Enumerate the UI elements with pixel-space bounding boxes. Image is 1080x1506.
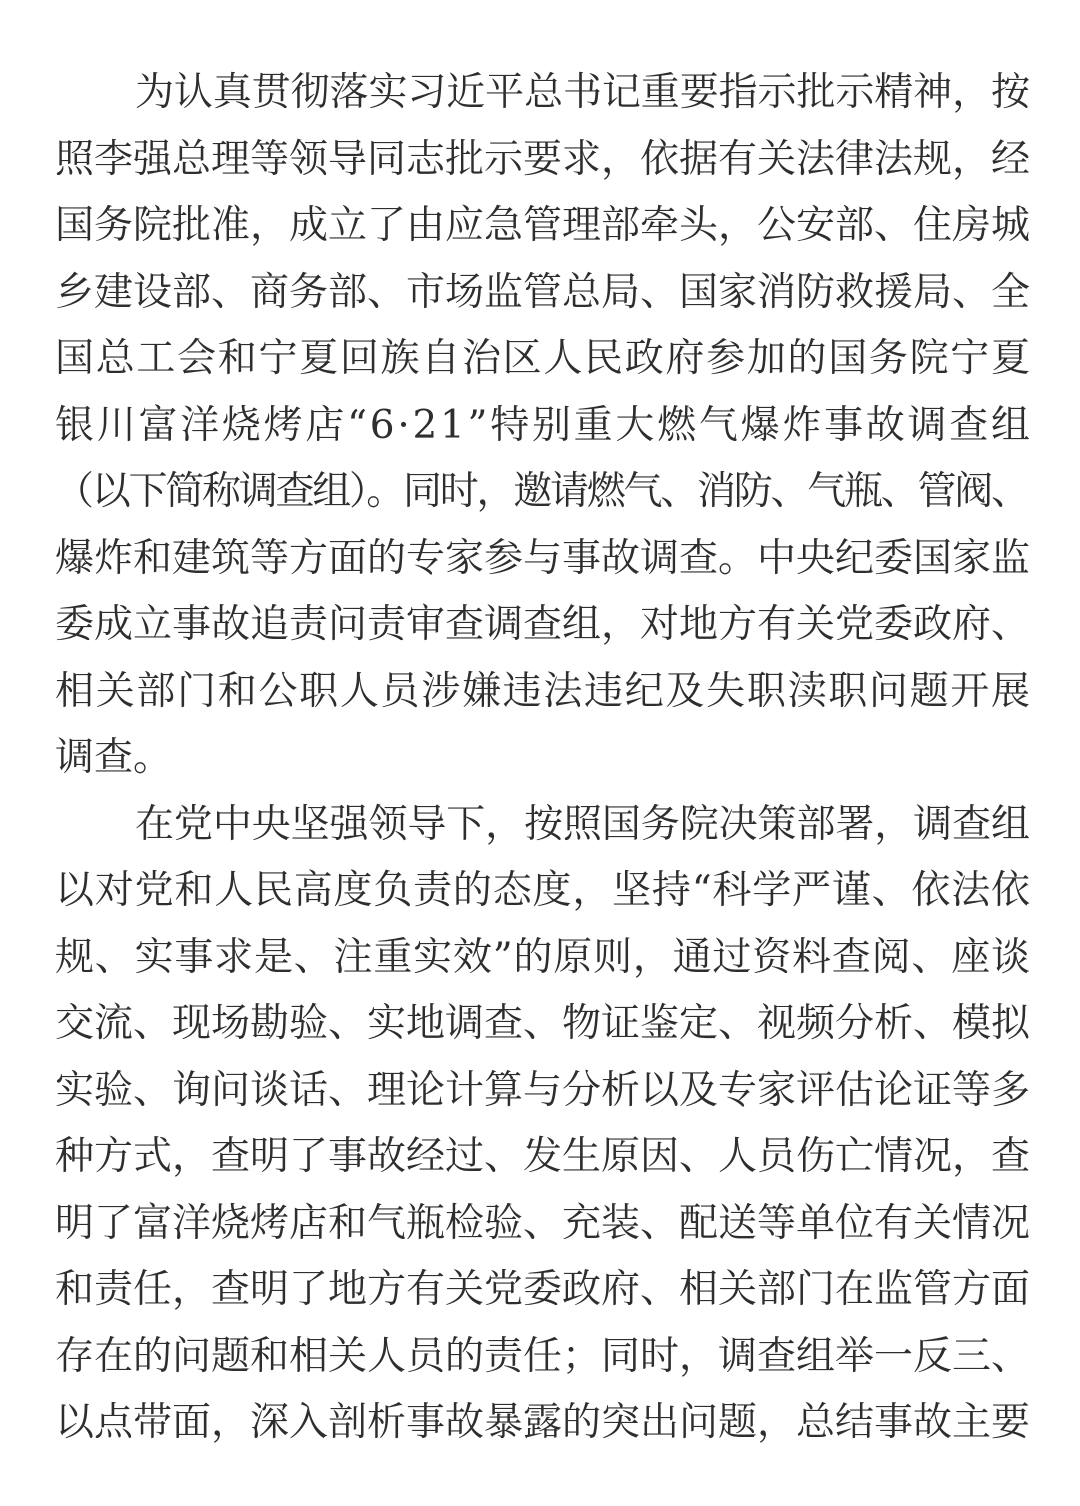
text-line-content: 存在的问题和相关人员的责任；同时，调查组举一反三、 — [55, 1333, 1030, 1379]
text-line — [55, 193, 1030, 260]
text-line-content: 相关部门和公职人员涉嫌违法违纪及失职渎职问题开展 — [55, 668, 1032, 714]
text-line — [55, 127, 1030, 194]
text-line-content: 银川富洋烧烤店“6·21”特别重大燃气爆炸事故调查组 — [55, 402, 1033, 448]
text-line-content: 规、实事求是、注重实效”的原则，通过资料查阅、座谈 — [55, 934, 1031, 980]
text-line — [55, 260, 1030, 327]
text-line-content: 国总工会和宁夏回族自治区人民政府参加的国务院宁夏 — [55, 336, 1032, 381]
text-line — [55, 459, 1030, 526]
text-line-content: 爆炸和建筑等方面的专家参与事故调查。中央纪委国家监 — [55, 535, 1030, 581]
text-line — [55, 725, 1030, 792]
text-line — [55, 1257, 1030, 1324]
text-line — [55, 858, 1030, 925]
text-line-content: 国务院批准，成立了由应急管理部牵头，公安部、住房城 — [55, 203, 1030, 248]
text-line-content: 交流、现场勘验、实地调查、物证鉴定、视频分析、模拟 — [55, 1001, 1030, 1046]
text-line-content: 为认真贯彻落实习近平总书记重要指示批示精神，按 — [135, 70, 1030, 115]
text-line-content: 实验、询问谈话、理论计算与分析以及专家评估论证等多 — [55, 1067, 1030, 1113]
text-line — [55, 393, 1033, 460]
text-line — [55, 1191, 1030, 1258]
text-line — [55, 792, 1030, 859]
text-line-content: （以下简称调查组）。同时，邀请燃气、消防、气瓶、管阀、 — [55, 469, 1028, 514]
text-line — [55, 1058, 1030, 1125]
text-line — [55, 526, 1030, 593]
text-line — [55, 991, 1030, 1058]
text-line-content: 明了富洋烧烤店和气瓶检验、充装、配送等单位有关情况 — [55, 1200, 1030, 1246]
text-line — [55, 659, 1030, 726]
text-line — [55, 925, 1030, 992]
text-line-content: 照李强总理等领导同志批示要求，依据有关法律法规，经 — [55, 136, 1030, 182]
text-line-content: 在党中央坚强领导下，按照国务院决策部署，调查组 — [135, 801, 1030, 847]
paragraph-2 — [55, 792, 1030, 1457]
text-line-content: 种方式，查明了事故经过、发生原因、人员伤亡情况，查 — [55, 1134, 1030, 1179]
text-line — [55, 1390, 1030, 1457]
text-line-content: 和责任，查明了地方有关党委政府、相关部门在监管方面 — [55, 1267, 1030, 1312]
text-line — [55, 1124, 1030, 1191]
text-line-content: 以点带面，深入剖析事故暴露的突出问题，总结事故主要 — [55, 1400, 1030, 1445]
paragraph-1 — [55, 60, 1033, 792]
text-line-content: 委成立事故追责问责审查调查组，对地方有关党委政府、 — [55, 602, 1030, 647]
text-line-content: 乡建设部、商务部、市场监管总局、国家消防救援局、全 — [55, 269, 1030, 315]
text-line — [55, 60, 1030, 127]
text-line — [55, 1324, 1030, 1391]
text-line — [55, 326, 1030, 393]
text-line — [55, 592, 1030, 659]
text-line-content: 以对党和人民高度负责的态度，坚持“科学严谨、依法依 — [55, 868, 1031, 913]
text-line-content: 调查。 — [55, 735, 173, 780]
